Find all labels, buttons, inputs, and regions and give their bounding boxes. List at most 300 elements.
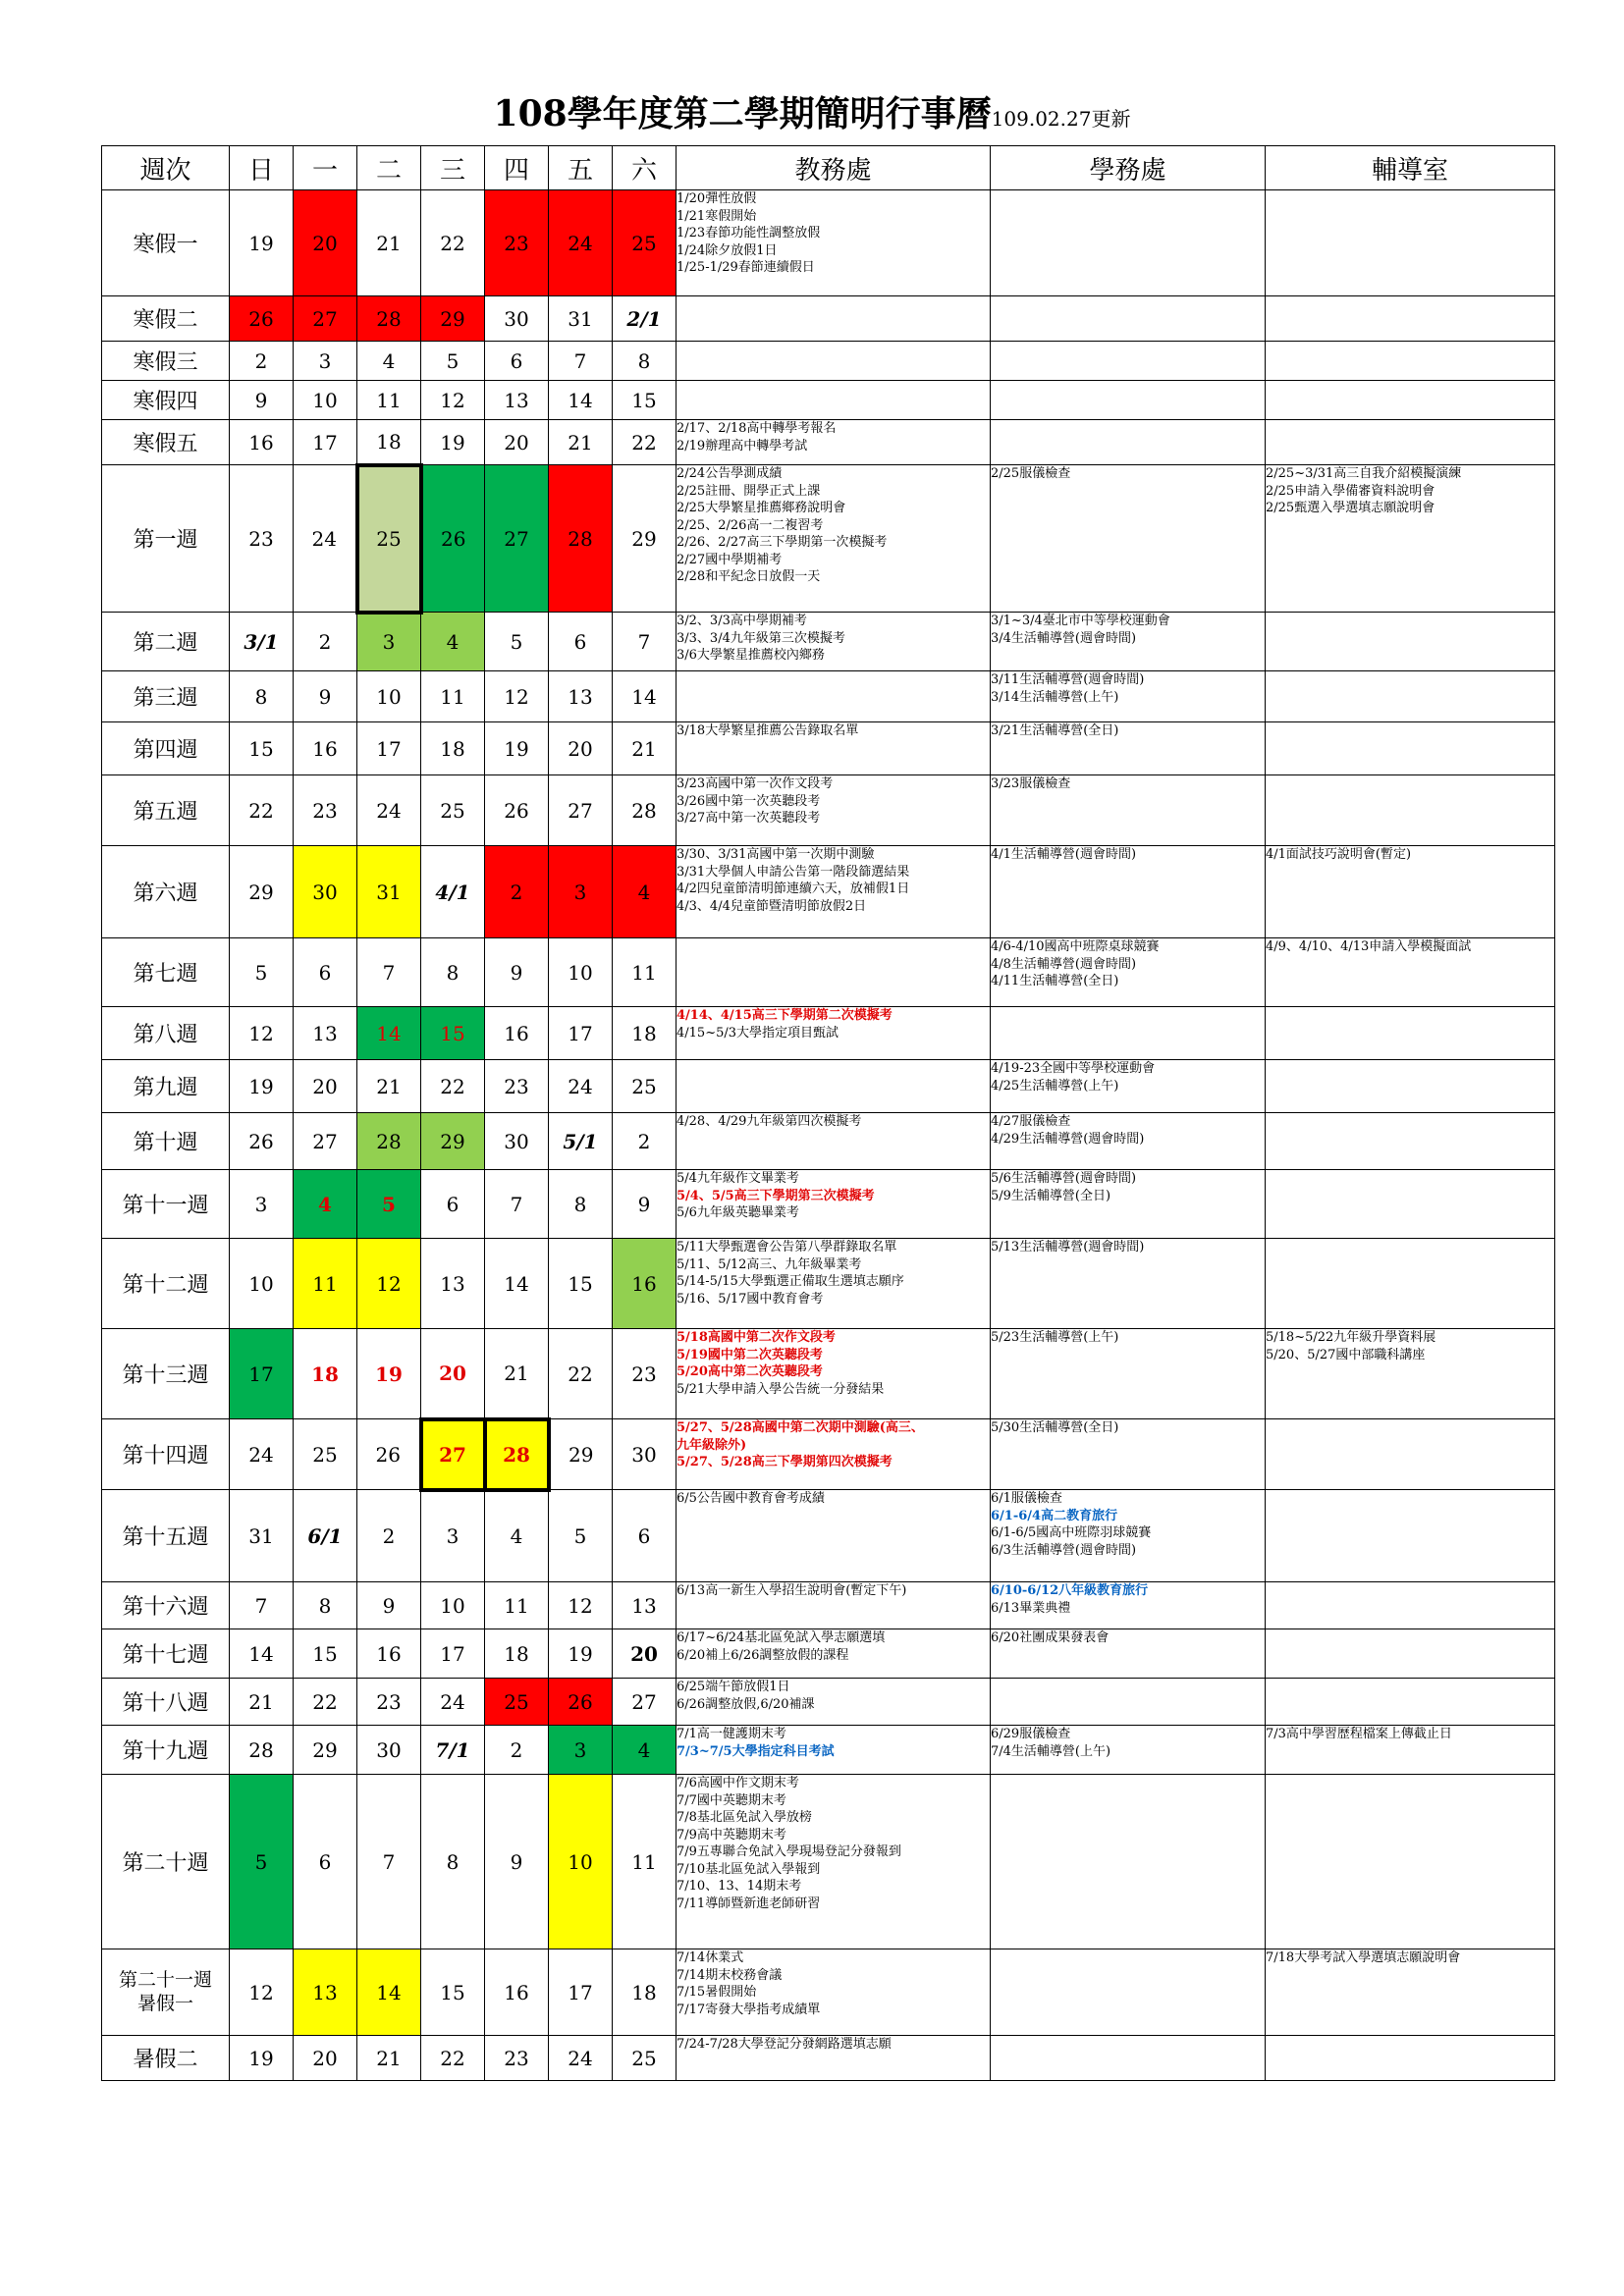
counseling-notes [1266, 342, 1555, 381]
student-affairs-notes [991, 1490, 1266, 1582]
day-cell-wed: 29 [421, 1113, 485, 1170]
counseling-notes [1266, 775, 1555, 846]
day-cell-thu: 26 [485, 775, 549, 846]
student-affairs-notes [991, 671, 1266, 722]
counseling-notes [1266, 1239, 1555, 1329]
day-cell-sat: 11 [613, 1775, 677, 1949]
counseling-notes [1266, 1007, 1555, 1060]
note-line: 3/21生活輔導營(全日) [991, 723, 1119, 738]
day-cell-fri: 3 [549, 1726, 613, 1775]
day-cell-tue: 12 [357, 1239, 421, 1329]
note-line: 7/3~7/5大學指定科目考試 [677, 1743, 835, 1759]
day-cell-sat: 4 [613, 846, 677, 938]
day-cell-sat: 28 [613, 775, 677, 846]
academic-notes [677, 1113, 991, 1170]
day-cell-sat: 20 [613, 1629, 677, 1679]
day-cell-sun: 23 [230, 465, 294, 613]
note-line: 7/1高一健護期末考 [677, 1727, 786, 1741]
week-row [102, 1949, 1555, 2036]
day-cell-mon: 3 [294, 342, 357, 381]
academic-notes [677, 296, 991, 342]
note-line: 7/8基北區免試入學放榜 [677, 1810, 812, 1826]
note-line: 6/13高一新生入學招生說明會(暫定下午) [677, 1583, 907, 1598]
counseling-notes [1266, 1629, 1555, 1679]
week-row [102, 1490, 1555, 1582]
day-cell-wed: 20 [421, 1329, 485, 1419]
note-line: 3/18大學繁星推薦公告錄取名單 [677, 723, 859, 738]
day-cell-fri: 14 [549, 381, 613, 420]
day-cell-sun: 12 [230, 1007, 294, 1060]
week-label-text: 寒假三 [133, 350, 198, 375]
day-cell-mon: 6 [294, 1775, 357, 1949]
week-row [102, 671, 1555, 722]
day-cell-wed: 8 [421, 1775, 485, 1949]
student-affairs-notes [991, 1419, 1266, 1490]
day-cell-thu: 5 [485, 613, 549, 671]
week-row [102, 613, 1555, 671]
week-row [102, 2036, 1555, 2081]
student-affairs-notes [991, 722, 1266, 775]
day-cell-mon: 17 [294, 420, 357, 465]
title-main: 108學年度第二學期簡明行事曆 [493, 93, 992, 134]
note-line: 4/6-4/10國高中班際桌球競賽 [991, 939, 1160, 954]
day-cell-sun: 29 [230, 846, 294, 938]
week-row [102, 1775, 1555, 1949]
day-cell-sat: 30 [613, 1419, 677, 1490]
day-cell-sat: 6 [613, 1490, 677, 1582]
day-cell-mon: 15 [294, 1629, 357, 1679]
week-label [102, 1775, 230, 1949]
day-cell-wed: 29 [421, 296, 485, 342]
day-cell-wed: 25 [421, 775, 485, 846]
note-line: 2/25申請入學備審資料說明會 [1266, 483, 1435, 499]
week-row [102, 938, 1555, 1007]
student-affairs-notes [991, 465, 1266, 613]
day-cell-tue: 9 [357, 1582, 421, 1629]
counseling-notes [1266, 1582, 1555, 1629]
day-cell-thu: 18 [485, 1629, 549, 1679]
note-line: 5/20、5/27國中部職科講座 [1266, 1347, 1426, 1362]
week-label [102, 1113, 230, 1170]
day-cell-sun: 5 [230, 938, 294, 1007]
student-affairs-notes [991, 613, 1266, 671]
note-line: 7/14期末校務會議 [677, 1967, 783, 1983]
day-cell-sun: 14 [230, 1629, 294, 1679]
note-line: 3/4生活輔導營(週會時間) [991, 630, 1137, 646]
note-line: 6/25端午節放假1日 [677, 1680, 790, 1694]
day-cell-mon: 29 [294, 1726, 357, 1775]
academic-notes [677, 938, 991, 1007]
day-cell-tue: 19 [357, 1329, 421, 1419]
week-label [102, 1726, 230, 1775]
note-line: 2/25、2/26高一二複習考 [677, 517, 824, 533]
day-cell-fri: 15 [549, 1239, 613, 1329]
week-row [102, 775, 1555, 846]
counseling-notes [1266, 381, 1555, 420]
week-label [102, 775, 230, 846]
day-cell-wed: 22 [421, 2036, 485, 2081]
day-cell-fri: 13 [549, 671, 613, 722]
week-row [102, 1060, 1555, 1113]
student-affairs-notes [991, 342, 1266, 381]
day-cell-thu: 7 [485, 1170, 549, 1239]
day-cell-wed: 5 [421, 342, 485, 381]
week-row [102, 465, 1555, 613]
day-cell-fri: 10 [549, 1775, 613, 1949]
note-line: 5/11大學甄選會公告第八學群錄取名單 [677, 1240, 897, 1255]
counseling-notes [1266, 671, 1555, 722]
note-line: 3/31大學個人申請公告第一階段篩選結果 [677, 864, 910, 880]
note-line: 1/20彈性放假 [677, 191, 757, 206]
academic-notes [677, 1239, 991, 1329]
week-row [102, 1007, 1555, 1060]
header-fri: 五 [549, 146, 613, 190]
academic-notes [677, 465, 991, 613]
header-thu: 四 [485, 146, 549, 190]
week-label [102, 613, 230, 671]
day-cell-wed: 26 [421, 465, 485, 613]
note-line: 4/2四兒童節清明節連續六天，放補假1日 [677, 881, 910, 897]
day-cell-sun: 7 [230, 1582, 294, 1629]
day-cell-tue: 26 [357, 1419, 421, 1490]
day-cell-sat: 29 [613, 465, 677, 613]
note-line: 5/9生活輔導營(全日) [991, 1188, 1111, 1203]
academic-notes [677, 1582, 991, 1629]
day-cell-tue: 24 [357, 775, 421, 846]
academic-notes [677, 1679, 991, 1726]
day-cell-thu: 9 [485, 938, 549, 1007]
day-cell-mon: 23 [294, 775, 357, 846]
academic-notes [677, 1726, 991, 1775]
day-cell-wed: 15 [421, 1949, 485, 2036]
student-affairs-notes [991, 381, 1266, 420]
day-cell-sun: 17 [230, 1329, 294, 1419]
week-row [102, 296, 1555, 342]
week-label [102, 722, 230, 775]
day-cell-tue: 14 [357, 1007, 421, 1060]
student-affairs-notes [991, 1170, 1266, 1239]
note-line: 3/1~3/4臺北市中等學校運動會 [991, 614, 1170, 628]
note-line: 4/27服儀檢查 [991, 1114, 1071, 1129]
day-cell-sun: 12 [230, 1949, 294, 2036]
note-line: 6/29服儀檢查 [991, 1727, 1071, 1741]
day-cell-wed: 27 [421, 1419, 485, 1490]
day-cell-sun: 26 [230, 296, 294, 342]
note-line: 2/25~3/31高三自我介紹模擬演練 [1266, 466, 1462, 481]
day-cell-fri: 27 [549, 775, 613, 846]
day-cell-tue: 14 [357, 1949, 421, 2036]
week-label-text: 第二十一週 [118, 1968, 212, 1991]
day-cell-sun: 2 [230, 342, 294, 381]
note-line: 5/27、5/28高國中第二次期中測驗(高三、 [677, 1420, 924, 1435]
note-line: 7/24-7/28大學登記分發網路選填志願 [677, 2037, 892, 2052]
note-line: 2/26、2/27高三下學期第一次模擬考 [677, 535, 888, 551]
note-line: 7/9高中英聽期末考 [677, 1827, 786, 1842]
day-cell-mon: 18 [294, 1329, 357, 1419]
week-label [102, 342, 230, 381]
day-cell-fri: 12 [549, 1582, 613, 1629]
student-affairs-notes [991, 1239, 1266, 1329]
title-updated: 109.02.27更新 [991, 107, 1131, 131]
week-label [102, 296, 230, 342]
day-cell-sat: 25 [613, 1060, 677, 1113]
note-line: 4/8生活輔導營(週會時間) [991, 956, 1137, 972]
note-line: 5/16、5/17國中教育會考 [677, 1291, 824, 1307]
day-cell-sun: 15 [230, 722, 294, 775]
week-label-text: 第二週 [133, 631, 198, 656]
week-label [102, 1582, 230, 1629]
day-cell-sat: 11 [613, 938, 677, 1007]
note-line: 4/25生活輔導營(上午) [991, 1078, 1119, 1094]
day-cell-fri: 24 [549, 2036, 613, 2081]
day-cell-tue: 10 [357, 671, 421, 722]
day-cell-fri: 3 [549, 846, 613, 938]
day-cell-sun: 31 [230, 1490, 294, 1582]
day-cell-thu: 25 [485, 1679, 549, 1726]
note-line: 6/5公告國中教育會考成績 [677, 1491, 825, 1506]
counseling-notes [1266, 1490, 1555, 1582]
note-line: 7/18大學考試入學選填志願說明會 [1266, 1950, 1461, 1965]
week-label-text: 第二十週 [122, 1851, 209, 1876]
note-line: 3/11生活輔導營(週會時間) [991, 672, 1145, 687]
note-line: 4/19-23全國中等學校運動會 [991, 1061, 1156, 1076]
day-cell-fri: 8 [549, 1170, 613, 1239]
day-cell-thu: 4 [485, 1490, 549, 1582]
week-label-text: 第七週 [133, 962, 198, 987]
note-line: 7/6高國中作文期末考 [677, 1776, 799, 1790]
student-affairs-notes [991, 1113, 1266, 1170]
week-label [102, 1949, 230, 2036]
week-label [102, 1329, 230, 1419]
day-cell-sun: 3/1 [230, 613, 294, 671]
day-cell-wed: 22 [421, 190, 485, 296]
week-row [102, 1329, 1555, 1419]
week-row [102, 420, 1555, 465]
day-cell-wed: 6 [421, 1170, 485, 1239]
day-cell-fri: 24 [549, 190, 613, 296]
day-cell-tue: 2 [357, 1490, 421, 1582]
student-affairs-notes [991, 1060, 1266, 1113]
day-cell-fri: 5/1 [549, 1113, 613, 1170]
day-cell-mon: 25 [294, 1419, 357, 1490]
day-cell-sat: 18 [613, 1949, 677, 2036]
day-cell-thu: 11 [485, 1582, 549, 1629]
day-cell-thu: 23 [485, 1060, 549, 1113]
day-cell-mon: 4 [294, 1170, 357, 1239]
counseling-notes [1266, 465, 1555, 613]
week-label-text: 第十五週 [122, 1525, 209, 1550]
note-line: 2/25服儀檢查 [991, 466, 1071, 481]
day-cell-tue: 16 [357, 1629, 421, 1679]
note-line: 7/17寄發大學指考成績單 [677, 2002, 821, 2017]
note-line: 6/1-6/4高二教育旅行 [991, 1508, 1118, 1523]
week-row [102, 381, 1555, 420]
academic-notes [677, 1490, 991, 1582]
note-line: 3/27高中第一次英聽段考 [677, 811, 821, 827]
day-cell-fri: 19 [549, 1629, 613, 1679]
day-cell-fri: 17 [549, 1007, 613, 1060]
week-label [102, 2036, 230, 2081]
note-line: 6/1服儀檢查 [991, 1491, 1062, 1506]
student-affairs-notes [991, 1679, 1266, 1726]
academic-notes [677, 1949, 991, 2036]
day-cell-wed: 10 [421, 1582, 485, 1629]
academic-notes [677, 1629, 991, 1679]
note-line: 4/14、4/15高三下學期第二次模擬考 [677, 1008, 893, 1023]
week-row [102, 1629, 1555, 1679]
week-label-text: 第十二週 [122, 1273, 209, 1298]
day-cell-sun: 8 [230, 671, 294, 722]
page-title [0, 86, 1624, 136]
day-cell-mon: 13 [294, 1007, 357, 1060]
student-affairs-notes [991, 296, 1266, 342]
day-cell-mon: 16 [294, 722, 357, 775]
counseling-notes [1266, 1329, 1555, 1419]
note-line: 2/25甄選入學選填志願說明會 [1266, 501, 1435, 516]
note-line: 6/1-6/5國高中班際羽球競賽 [991, 1525, 1152, 1541]
week-label [102, 1629, 230, 1679]
note-line: 4/28、4/29九年級第四次模擬考 [677, 1114, 862, 1129]
week-label [102, 1007, 230, 1060]
day-cell-wed: 15 [421, 1007, 485, 1060]
day-cell-tue: 11 [357, 381, 421, 420]
note-line: 4/9、4/10、4/13申請入學模擬面試 [1266, 939, 1472, 954]
note-line: 5/13生活輔導營(週會時間) [991, 1240, 1145, 1255]
day-cell-tue: 21 [357, 2036, 421, 2081]
student-affairs-notes [991, 938, 1266, 1007]
note-line: 2/28和平紀念日放假一天 [677, 569, 821, 585]
header-academic: 教務處 [677, 146, 991, 190]
day-cell-fri: 24 [549, 1060, 613, 1113]
day-cell-sat: 22 [613, 420, 677, 465]
note-line: 3/23高國中第一次作文段考 [677, 776, 834, 791]
day-cell-tue: 28 [357, 1113, 421, 1170]
day-cell-sat: 7 [613, 613, 677, 671]
day-cell-fri: 26 [549, 1679, 613, 1726]
day-cell-sun: 19 [230, 190, 294, 296]
note-line: 3/3、3/4九年級第三次模擬考 [677, 630, 845, 646]
counseling-notes [1266, 1170, 1555, 1239]
header-counseling: 輔導室 [1266, 146, 1555, 190]
day-cell-sun: 19 [230, 1060, 294, 1113]
day-cell-sun: 22 [230, 775, 294, 846]
counseling-notes [1266, 1060, 1555, 1113]
week-label [102, 671, 230, 722]
note-line: 5/4九年級作文畢業考 [677, 1171, 799, 1186]
day-cell-wed: 19 [421, 420, 485, 465]
day-cell-sat: 14 [613, 671, 677, 722]
academic-notes [677, 1419, 991, 1490]
calendar-table [101, 145, 1555, 2081]
note-line: 4/1生活輔導營(週會時間) [991, 847, 1137, 862]
note-line: 7/7國中英聽期末考 [677, 1792, 786, 1808]
counseling-notes [1266, 846, 1555, 938]
note-line: 九年級除外) [677, 1437, 747, 1453]
counseling-notes [1266, 1726, 1555, 1775]
day-cell-sat: 8 [613, 342, 677, 381]
week-label [102, 1490, 230, 1582]
note-line: 5/30生活輔導營(全日) [991, 1420, 1119, 1435]
day-cell-sun: 10 [230, 1239, 294, 1329]
note-line: 6/13畢業典禮 [991, 1600, 1071, 1616]
day-cell-fri: 17 [549, 1949, 613, 2036]
academic-notes [677, 190, 991, 296]
academic-notes [677, 1170, 991, 1239]
day-cell-tue: 28 [357, 296, 421, 342]
note-line: 7/9五專聯合免試入學現場登記分發報到 [677, 1844, 901, 1860]
day-cell-fri: 31 [549, 296, 613, 342]
day-cell-mon: 20 [294, 2036, 357, 2081]
academic-notes [677, 613, 991, 671]
counseling-notes [1266, 1949, 1555, 2036]
note-line: 7/15暑假開始 [677, 1985, 757, 2001]
note-line: 1/23春節功能性調整放假 [677, 226, 821, 241]
header-sat: 六 [613, 146, 677, 190]
counseling-notes [1266, 296, 1555, 342]
day-cell-fri: 7 [549, 342, 613, 381]
week-label-text: 寒假二 [133, 308, 198, 333]
header-wed: 三 [421, 146, 485, 190]
day-cell-thu: 14 [485, 1239, 549, 1329]
student-affairs-notes [991, 846, 1266, 938]
week-row [102, 190, 1555, 296]
day-cell-tue: 21 [357, 190, 421, 296]
day-cell-mon: 22 [294, 1679, 357, 1726]
note-line: 7/14休業式 [677, 1950, 744, 1965]
week-label-text: 第十六週 [122, 1595, 209, 1620]
note-line: 7/3高中學習歷程檔案上傳截止日 [1266, 1727, 1452, 1741]
week-label-text: 寒假四 [133, 390, 198, 414]
student-affairs-notes [991, 1949, 1266, 2036]
week-label-text: 第五週 [133, 800, 198, 825]
week-label-text: 第八週 [133, 1023, 198, 1047]
day-cell-thu: 2 [485, 1726, 549, 1775]
week-label-text: 第四週 [133, 738, 198, 763]
week-row [102, 722, 1555, 775]
header-mon: 一 [294, 146, 357, 190]
week-label [102, 846, 230, 938]
day-cell-thu: 30 [485, 1113, 549, 1170]
note-line: 3/26國中第一次英聽段考 [677, 793, 821, 809]
day-cell-wed: 22 [421, 1060, 485, 1113]
note-line: 4/15~5/3大學指定項目甄試 [677, 1025, 839, 1041]
day-cell-fri: 21 [549, 420, 613, 465]
header-row [102, 146, 1555, 190]
note-line: 7/10、13、14期末考 [677, 1879, 802, 1895]
day-cell-mon: 2 [294, 613, 357, 671]
day-cell-thu: 13 [485, 381, 549, 420]
student-affairs-notes [991, 1329, 1266, 1419]
day-cell-sat: 25 [613, 190, 677, 296]
note-line: 6/10-6/12八年級教育旅行 [991, 1583, 1149, 1598]
day-cell-sat: 4 [613, 1726, 677, 1775]
day-cell-sun: 9 [230, 381, 294, 420]
day-cell-sat: 21 [613, 722, 677, 775]
day-cell-mon: 27 [294, 296, 357, 342]
day-cell-mon: 6 [294, 938, 357, 1007]
week-label [102, 465, 230, 613]
note-line: 5/6九年級英聽畢業考 [677, 1205, 799, 1221]
week-label-text: 第十三週 [122, 1363, 209, 1388]
day-cell-fri: 29 [549, 1419, 613, 1490]
day-cell-wed: 18 [421, 722, 485, 775]
day-cell-tue: 31 [357, 846, 421, 938]
day-cell-mon: 10 [294, 381, 357, 420]
day-cell-thu: 21 [485, 1329, 549, 1419]
day-cell-tue: 21 [357, 1060, 421, 1113]
note-line: 6/20社團成果發表會 [991, 1630, 1110, 1645]
day-cell-sun: 19 [230, 2036, 294, 2081]
